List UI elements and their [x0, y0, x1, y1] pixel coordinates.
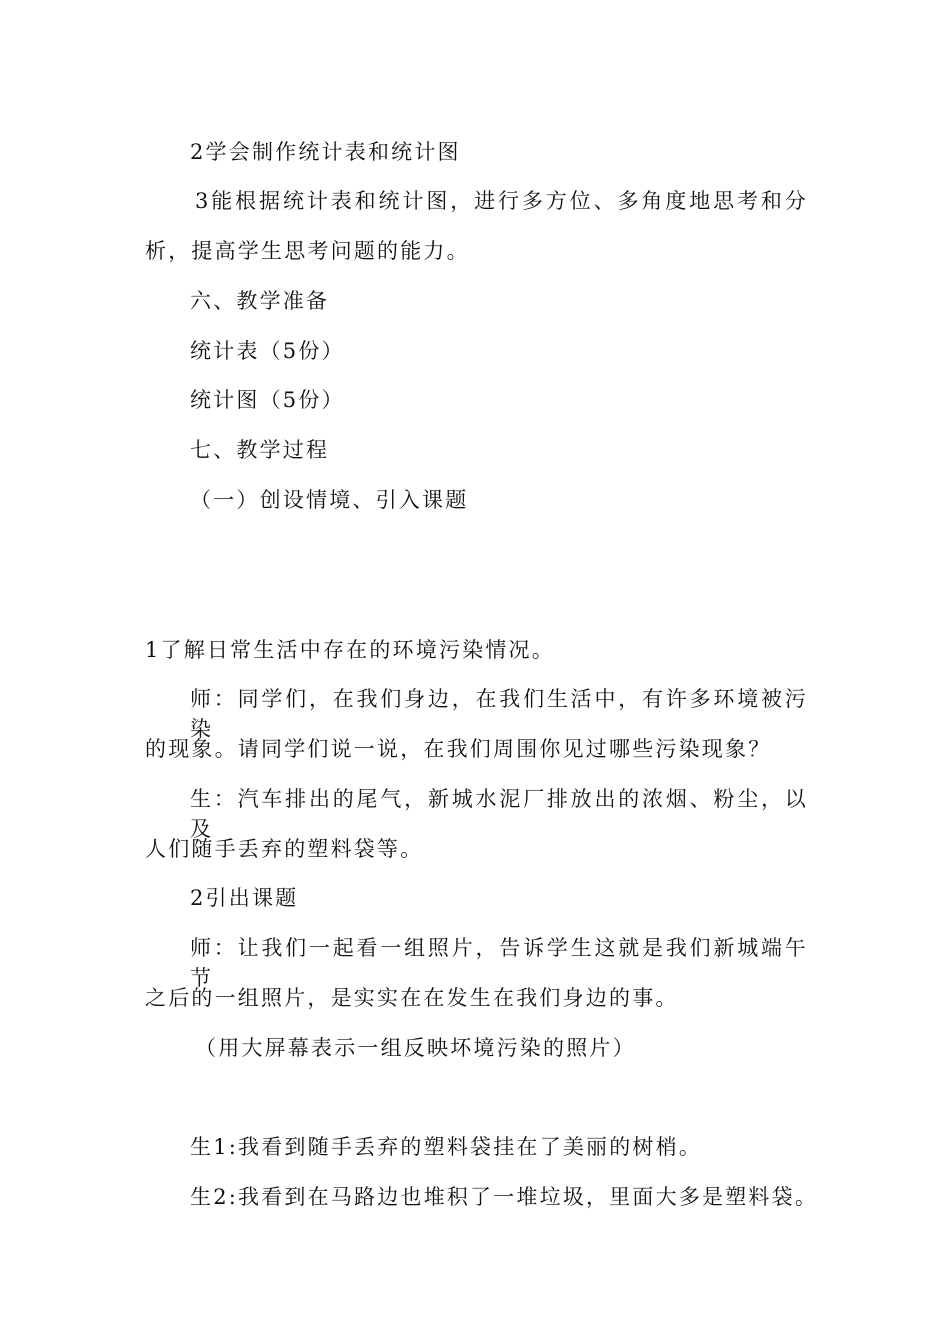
student-2-response: 生2:我看到在马路边也堆积了一堆垃圾，里面大多是塑料袋。 — [190, 1185, 819, 1209]
section-heading-prep: 六、教学准备 — [190, 289, 330, 313]
teacher-line-2: 的现象。请同学们说一说，在我们周围你见过哪些污染现象？ — [145, 737, 772, 761]
step-2-heading: 2引出课题 — [190, 886, 299, 910]
teacher-photo-line-1: 师：让我们一起看一组照片，告诉学生这就是我们新城端午节 — [190, 936, 808, 990]
student-1-response: 生1:我看到随手丢弃的塑料袋挂在了美丽的树梢。 — [190, 1135, 703, 1159]
prep-item-table: 统计表（5份） — [190, 339, 345, 363]
prep-item-chart: 统计图（5份） — [190, 388, 345, 412]
teacher-line-1: 师：同学们，在我们身边，在我们生活中，有许多环境被污染 — [190, 687, 808, 741]
objective-3-line-1: 3能根据统计表和统计图，进行多方位、多角度地思考和分 — [195, 189, 808, 213]
section-heading-process: 七、教学过程 — [190, 438, 330, 462]
teacher-photo-line-2: 之后的一组照片，是实实在在发生在我们身边的事。 — [145, 986, 679, 1010]
student-line-2: 人们随手丢弃的塑料袋等。 — [145, 837, 424, 861]
objective-3-line-2: 析，提高学生思考问题的能力。 — [145, 239, 470, 263]
student-line-1: 生：汽车排出的尾气，新城水泥厂排放出的浓烟、粉尘，以及 — [190, 787, 808, 841]
subsection-heading-1: （一）创设情境、引入课题 — [190, 488, 469, 512]
objective-2: 2学会制作统计表和统计图 — [190, 140, 461, 164]
step-1-heading: 1了解日常生活中存在的环境污染情况。 — [145, 638, 555, 662]
photo-note: （用大屏幕表示一组反映坏境污染的照片） — [195, 1036, 636, 1060]
